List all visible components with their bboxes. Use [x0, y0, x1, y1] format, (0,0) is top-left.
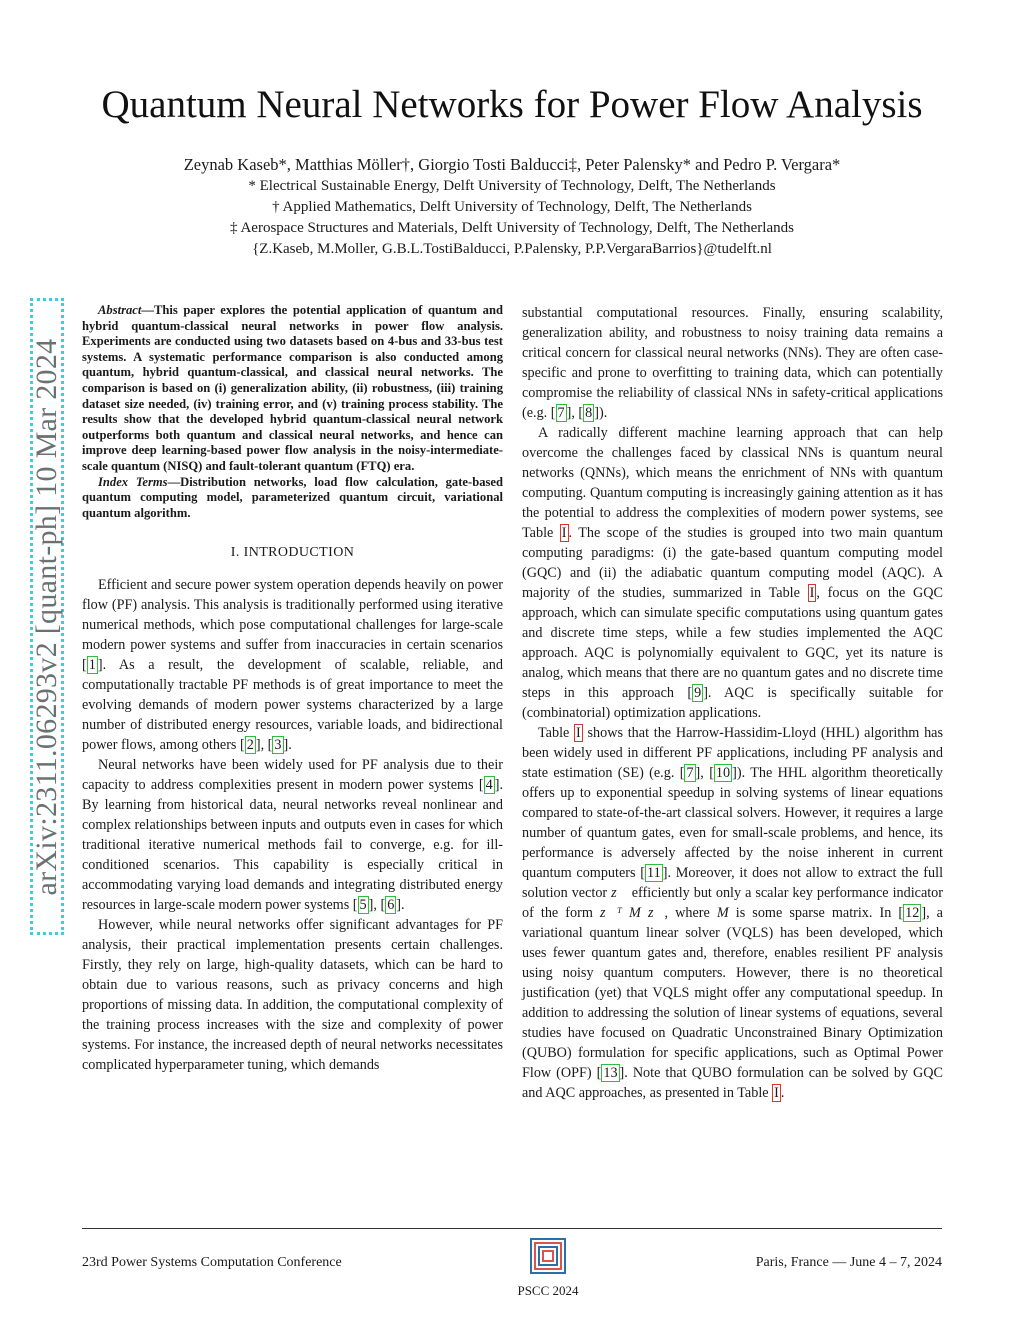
- left-column: [82, 303, 503, 1075]
- affiliation-1: * Electrical Sustainable Energy, Delft University of Technology, Delft, The Netherlands: [248, 178, 776, 194]
- citation-link[interactable]: 9: [694, 685, 702, 701]
- paragraph: However, while neural networks offer significant advantages for PF analysis, their practical implementation presents certain challenges. Firstly, they rely on large, high-quality datasets, which can be hard to obtain due to various reasons, such as privacy concerns and high proportions of missing data. In addition, the computational complexity of the training process increases with the size and complexity of power systems. For instance, the increased depth of neural networks necessitates complicated hyperparameter tuning, which demands: [82, 917, 503, 1074]
- paragraph: Table I shows that the Harrow-Hassidim-Lloyd (HHL) algorithm has been widely used in different PF applications, including PF analysis and state estimation (SE) (e.g. [ 7 ], [ 10 ]). The HHL algorithm theoretically offers up to exponential speedup in solving systems of linear equations compared to state-of-the-art classical solvers. However, it requires a large number of quantum gates, even for small-scale problems, and hence, its performance is adversely affected by the noise inherent in current quantum computers [ 11 ]. Moreover, it does not allow to extract the full solution vector z⃗ efficiently but only a scalar key performance indicator of the form z⃗ᵀ M z⃗, where M is some sparse matrix. In [ 12 ], a variational quantum linear solver (VQLS) has been developed, which uses fewer quantum gates and, therefore, enables resilient PF analysis using noisy quantum computers. However, there is no theoretical justification (yet) that VQLS might offer any computational speedup. In addition to addressing the solution of linear systems of equations, several studies have focused on Quadratic Unconstrained Binary Optimization (QUBO) formulation for specific applications, such as Optimal Power Flow (OPF) [ 13 ]. Note that QUBO formulation can be solved by GQC and AQC approaches, as presented in Table I .: [522, 725, 944, 1101]
- citation-link[interactable]: 1: [88, 657, 96, 674]
- author-list: Zeynab Kaseb*, Matthias Möller†, Giorgio Tosti Balducci‡, Peter Palensky* and Pedro P. Vergara*: [183, 155, 841, 174]
- index-terms-text: —Distribution networks, load flow calculation, gate-based quantum computing model, parameterized quantum circuit, variational quantum algorithm.: [82, 474, 504, 520]
- citation-link[interactable]: 6: [387, 897, 395, 914]
- abstract: [82, 303, 503, 475]
- paragraph: substantial computational resources. Finally, ensuring scalability, generalization ability, and robustness to noisy training data remains a critical concern for classical neural networks (NNs). They are often case-specific and prone to overfitting to training data, which can potentially compromise the reliability of classical NNs in safety-critical applications (e.g. [ 7 ], [ 8 ]).: [522, 305, 943, 421]
- paragraph: Efficient and secure power system operation depends heavily on power flow (PF) analysis. This analysis is traditionally performed using iterative numerical methods, which pose computational challenges for large-scale modern power systems and suffer from inaccuracies in certain scenarios [ 1 ]. As a result, the development of scalable, reliable, and computationally tractable PF methods is of great importance to meet the evolving demands of modern power systems characterized by a large number of distributed energy resources, variable loads, and bidirectional power flows, among others [ 2 ], [ 3 ].: [82, 577, 503, 754]
- footer-location-date: Paris, France — June 4 – 7, 2024: [755, 1255, 942, 1270]
- math-matrix-m: M: [716, 905, 729, 921]
- abstract-text: —This paper explores the potential application of quantum and hybrid quantum-classical neural networks in power flow analysis. Experiments are conducted using two datasets based on 4-bus and 33-bus test systems. A systematic performance comparison is also conducted among quantum, hybrid quantum-classical, and classical neural networks. The comparison is based on (i) generalization ability, (ii) robustness, (iii) training dataset size needed, (iv) training error, and (v) training process stability. The results show that the developed hybrid quantum-classical neural network outperforms both quantum and classical neural networks, and hence can improve deep learning-based power flow analysis in the noisy-intermediate-scale quantum (NISQ) and fault-tolerant quantum (FTQ) era.: [82, 303, 503, 473]
- citation-link[interactable]: 5: [359, 897, 367, 914]
- table-ref-link[interactable]: I: [576, 725, 581, 741]
- abstract-label: Abstract: [98, 303, 142, 317]
- paper-title: Quantum Neural Networks for Power Flow Analysis: [101, 83, 923, 126]
- index-terms: [82, 475, 503, 522]
- math-vector-z: z⃗: [611, 885, 628, 901]
- section-heading-introduction: I. INTRODUCTION: [230, 545, 355, 561]
- arxiv-stamp[interactable]: [30, 298, 64, 935]
- citation-link[interactable]: 7: [557, 405, 565, 421]
- citation-link[interactable]: 3: [274, 737, 282, 754]
- citation-link[interactable]: 12: [905, 905, 920, 921]
- paragraph: A radically different machine learning approach that can help overcome the challenges faced by classical NNs is quantum neural networks (QNNs), which means the enrichment of NNs with quantum computing. Quantum computing is increasingly gaining attention as it has the potential to address the complexities of modern power systems, see Table I . The scope of the studies is grouped into two main quantum computing paradigms: (i) the gate-based quantum computing model (GQC) and (ii) the adiabatic quantum computing model (AQC). A majority of the studies, summarized in Table I , focus on the GQC approach, which can simulate specific computations using quantum gates and discrete time steps, while a few studies implemented the AQC approach. AQC is polynomially equivalent to GQC, yet its nature is analog, which means that there are no quantum gates and no discrete time steps in this approach [ 9 ]. AQC is specifically suitable for (combinatorial) optimization applications.: [522, 425, 943, 721]
- citation-link[interactable]: 7: [686, 765, 694, 781]
- citation-link[interactable]: 11: [647, 865, 661, 881]
- pscc-logo-icon: [530, 1238, 566, 1274]
- table-ref-link[interactable]: I: [809, 585, 815, 601]
- right-column: [522, 303, 943, 1103]
- math-quadratic-form: z⃗ᵀ M z⃗: [599, 905, 665, 921]
- index-terms-label: Index Terms: [98, 474, 168, 489]
- citation-link[interactable]: 10: [715, 765, 731, 781]
- affiliation-3: ‡ Aerospace Structures and Materials, Delft University of Technology, Delft, The Netherlands: [230, 220, 794, 236]
- footer-pscc-label: PSCC 2024: [517, 1283, 579, 1298]
- arxiv-stamp-text: arXiv:2311.06293v2 [quant-ph] 10 Mar 2024: [30, 338, 63, 895]
- citation-link[interactable]: 2: [246, 737, 254, 754]
- footer-divider: [82, 1228, 942, 1229]
- citation-link[interactable]: 8: [585, 405, 593, 421]
- author-emails: {Z.Kaseb, M.Moller, G.B.L.TostiBalducci, P.Palensky, P.P.VergaraBarrios}@tudelft.nl: [252, 241, 772, 257]
- paragraph: Neural networks have been widely used for PF analysis due to their capacity to address complexities present in modern power systems [ 4 ]. By learning from historical data, neural networks reveal nonlinear and complex relationships between inputs and outputs even in cases for which traditional iterative numerical methods fail to converge, e.g. for ill-conditioned scenarios. This capability is especially critical in accommodating varying load demands and integrating distributed energy resources in large-scale modern power systems [ 5 ], [ 6 ].: [82, 757, 503, 914]
- table-ref-link[interactable]: I: [774, 1085, 779, 1101]
- citation-link[interactable]: 13: [603, 1065, 618, 1081]
- citation-link[interactable]: 4: [485, 777, 493, 794]
- affiliation-2: † Applied Mathematics, Delft University of Technology, Delft, The Netherlands: [272, 199, 752, 215]
- footer-conference: 23rd Power Systems Computation Conference: [82, 1255, 342, 1270]
- table-ref-link[interactable]: I: [561, 525, 567, 541]
